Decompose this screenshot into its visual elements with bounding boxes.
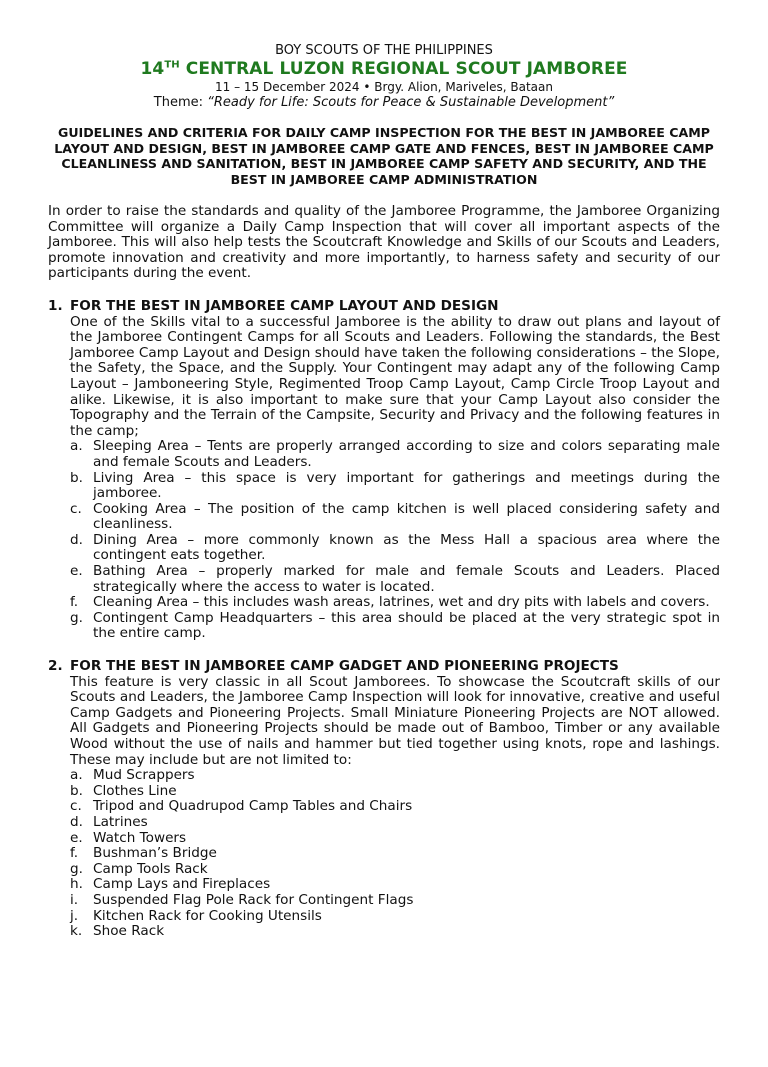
list-item xyxy=(70,564,720,595)
list-item-text: Camp Lays and Fireplaces xyxy=(93,876,271,893)
list-item-text: Camp Tools Rack xyxy=(93,860,208,877)
list-item-label: g. xyxy=(70,609,83,626)
list-item xyxy=(70,862,720,878)
list-item-label: c. xyxy=(70,798,82,815)
list-item-label: i. xyxy=(70,891,79,908)
list-item xyxy=(70,471,720,502)
section-body xyxy=(70,675,720,940)
list-item xyxy=(70,439,720,470)
list-item xyxy=(70,595,720,611)
list-item-label: d. xyxy=(70,531,83,548)
organization-name: BOY SCOUTS OF THE PHILIPPINES xyxy=(275,43,493,58)
section-layout-design xyxy=(48,299,720,642)
projects-list xyxy=(70,768,720,940)
document-page xyxy=(0,43,768,1067)
event-title-ordinal: TH xyxy=(164,59,180,71)
list-item-text: Bathing Area – properly marked for male and female Scouts and Leaders. Placed strategically where the access to water is located. xyxy=(93,563,720,595)
list-item-text: Sleeping Area – Tents are properly arranged according to size and colors separating male and female Scouts and Leaders. xyxy=(93,438,720,470)
list-item xyxy=(70,815,720,831)
list-item xyxy=(70,533,720,564)
list-item-label: c. xyxy=(70,500,82,517)
list-item xyxy=(70,831,720,847)
section-number: 2. xyxy=(48,658,63,675)
list-item-label: j. xyxy=(70,907,79,924)
list-item-label: g. xyxy=(70,860,83,877)
event-title-text: CENTRAL LUZON REGIONAL SCOUT JAMBOREE xyxy=(179,59,628,79)
document-header xyxy=(48,43,720,111)
list-item-label: e. xyxy=(70,829,83,846)
section-heading-text: FOR THE BEST IN JAMBOREE CAMP LAYOUT AND DESIGN xyxy=(70,297,499,314)
section-heading xyxy=(48,299,720,315)
section-paragraph: This feature is very classic in all Scout Jamborees. To showcase the Scoutcraft skills of our Scouts and Leaders, the Jamboree Camp Inspection will look for innovative, creative and useful Camp Gadgets and Pioneering Projects. Small Miniature Pioneering Projects are NOT allowed. All Gadgets and Pioneering Projects should be made out of Bamboo, Timber or any available Wood without the use of nails and hammer but tied together using knots, rope and lashings. These may include but are not limited to: xyxy=(70,673,720,768)
list-item-text: Latrines xyxy=(93,813,148,830)
list-item xyxy=(70,768,720,784)
list-item-label: e. xyxy=(70,563,83,580)
section-paragraph: One of the Skills vital to a successful Jamboree is the ability to draw out plans and layout of the Jamboree Contingent Camps for all Scouts and Leaders. Following the standards, the Best Jamboree Camp Layout and Design should have taken the following considerations – the Slope, the Safety, the Space, and the Supply. Your Contingent may adapt any of the following Camp Layout – Jamboneering Style, Regimented Troop Camp Layout, Camp Circle Troop Layout and alike. Likewise, it is also important to make sure that your Camp Layout also consider the Topography and the Terrain of the Campsite, Security and Privacy and the following features in the camp; xyxy=(70,313,720,439)
list-item-label: d. xyxy=(70,813,83,830)
list-item-text: Cooking Area – The position of the camp kitchen is well placed considering safety and cleanliness. xyxy=(93,500,720,533)
list-item xyxy=(70,784,720,800)
theme-label: Theme: xyxy=(153,95,208,110)
event-title-number: 14 xyxy=(140,59,165,79)
list-item-label: b. xyxy=(70,469,83,486)
section-body xyxy=(70,315,720,642)
section-heading xyxy=(48,659,720,675)
list-item-text: Clothes Line xyxy=(93,782,177,799)
intro-paragraph: In order to raise the standards and quality of the Jamboree Programme, the Jamboree Organizing Committee will organize a Daily Camp Inspection that will cover all important aspects of the Jamboree. This will also help tests the Scoutcraft Knowledge and Skills of our Scouts and Leaders, promote innovation and creativity and more importantly, to harness safety and security of our participants during the event. xyxy=(48,203,720,282)
theme-text: “Ready for Life: Scouts for Peace & Sustainable Development” xyxy=(207,95,615,110)
section-number: 1. xyxy=(48,297,63,314)
list-item-label: b. xyxy=(70,782,83,799)
list-item-text: Shoe Rack xyxy=(93,923,165,940)
list-item-text: Cleaning Area – this includes wash areas, latrines, wet and dry pits with labels and covers. xyxy=(93,594,710,611)
list-item xyxy=(70,611,720,642)
list-item-label: f. xyxy=(70,594,79,611)
list-item-text: Suspended Flag Pole Rack for Contingent Flags xyxy=(93,891,414,908)
list-item xyxy=(70,799,720,815)
list-item-text: Bushman’s Bridge xyxy=(93,845,217,862)
event-theme xyxy=(48,95,720,111)
list-item-text: Kitchen Rack for Cooking Utensils xyxy=(93,907,322,924)
list-item-text: Tripod and Quadrupod Camp Tables and Chairs xyxy=(93,798,413,815)
guidelines-title: GUIDELINES AND CRITERIA FOR DAILY CAMP INSPECTION FOR THE BEST IN JAMBOREE CAMP LAYOUT AND DESIGN, BEST IN JAMBOREE CAMP GATE AND FENCES, BEST IN JAMBOREE CAMP CLEANLINESS AND SANITATION, BEST IN JAMBOREE CAMP SAFETY AND SECURITY, AND THE BEST IN JAMBOREE CAMP ADMINISTRATION xyxy=(54,125,714,187)
list-item-text: Contingent Camp Headquarters – this area should be placed at the very strategic spot in the entire camp. xyxy=(93,609,720,642)
list-item xyxy=(70,909,720,925)
list-item xyxy=(70,502,720,533)
list-item xyxy=(70,877,720,893)
list-item-text: Watch Towers xyxy=(93,829,187,846)
section-heading-text: FOR THE BEST IN JAMBOREE CAMP GADGET AND PIONEERING PROJECTS xyxy=(70,658,619,675)
event-dates-venue: 11 – 15 December 2024 • Brgy. Alion, Mariveles, Bataan xyxy=(215,80,553,94)
list-item-label: h. xyxy=(70,876,83,893)
event-title xyxy=(48,59,720,80)
list-item xyxy=(70,846,720,862)
list-item-label: a. xyxy=(70,438,83,455)
section-gadgets-pioneering xyxy=(48,659,720,940)
list-item xyxy=(70,924,720,940)
list-item-label: k. xyxy=(70,923,83,940)
list-item-label: a. xyxy=(70,767,83,784)
criteria-list xyxy=(70,439,720,642)
list-item xyxy=(70,893,720,909)
list-item-text: Mud Scrappers xyxy=(93,767,195,784)
list-item-text: Living Area – this space is very important for gatherings and meetings during the jamboree. xyxy=(93,469,720,502)
list-item-label: f. xyxy=(70,845,79,862)
list-item-text: Dining Area – more commonly known as the Mess Hall a spacious area where the contingent eats together. xyxy=(93,531,720,564)
